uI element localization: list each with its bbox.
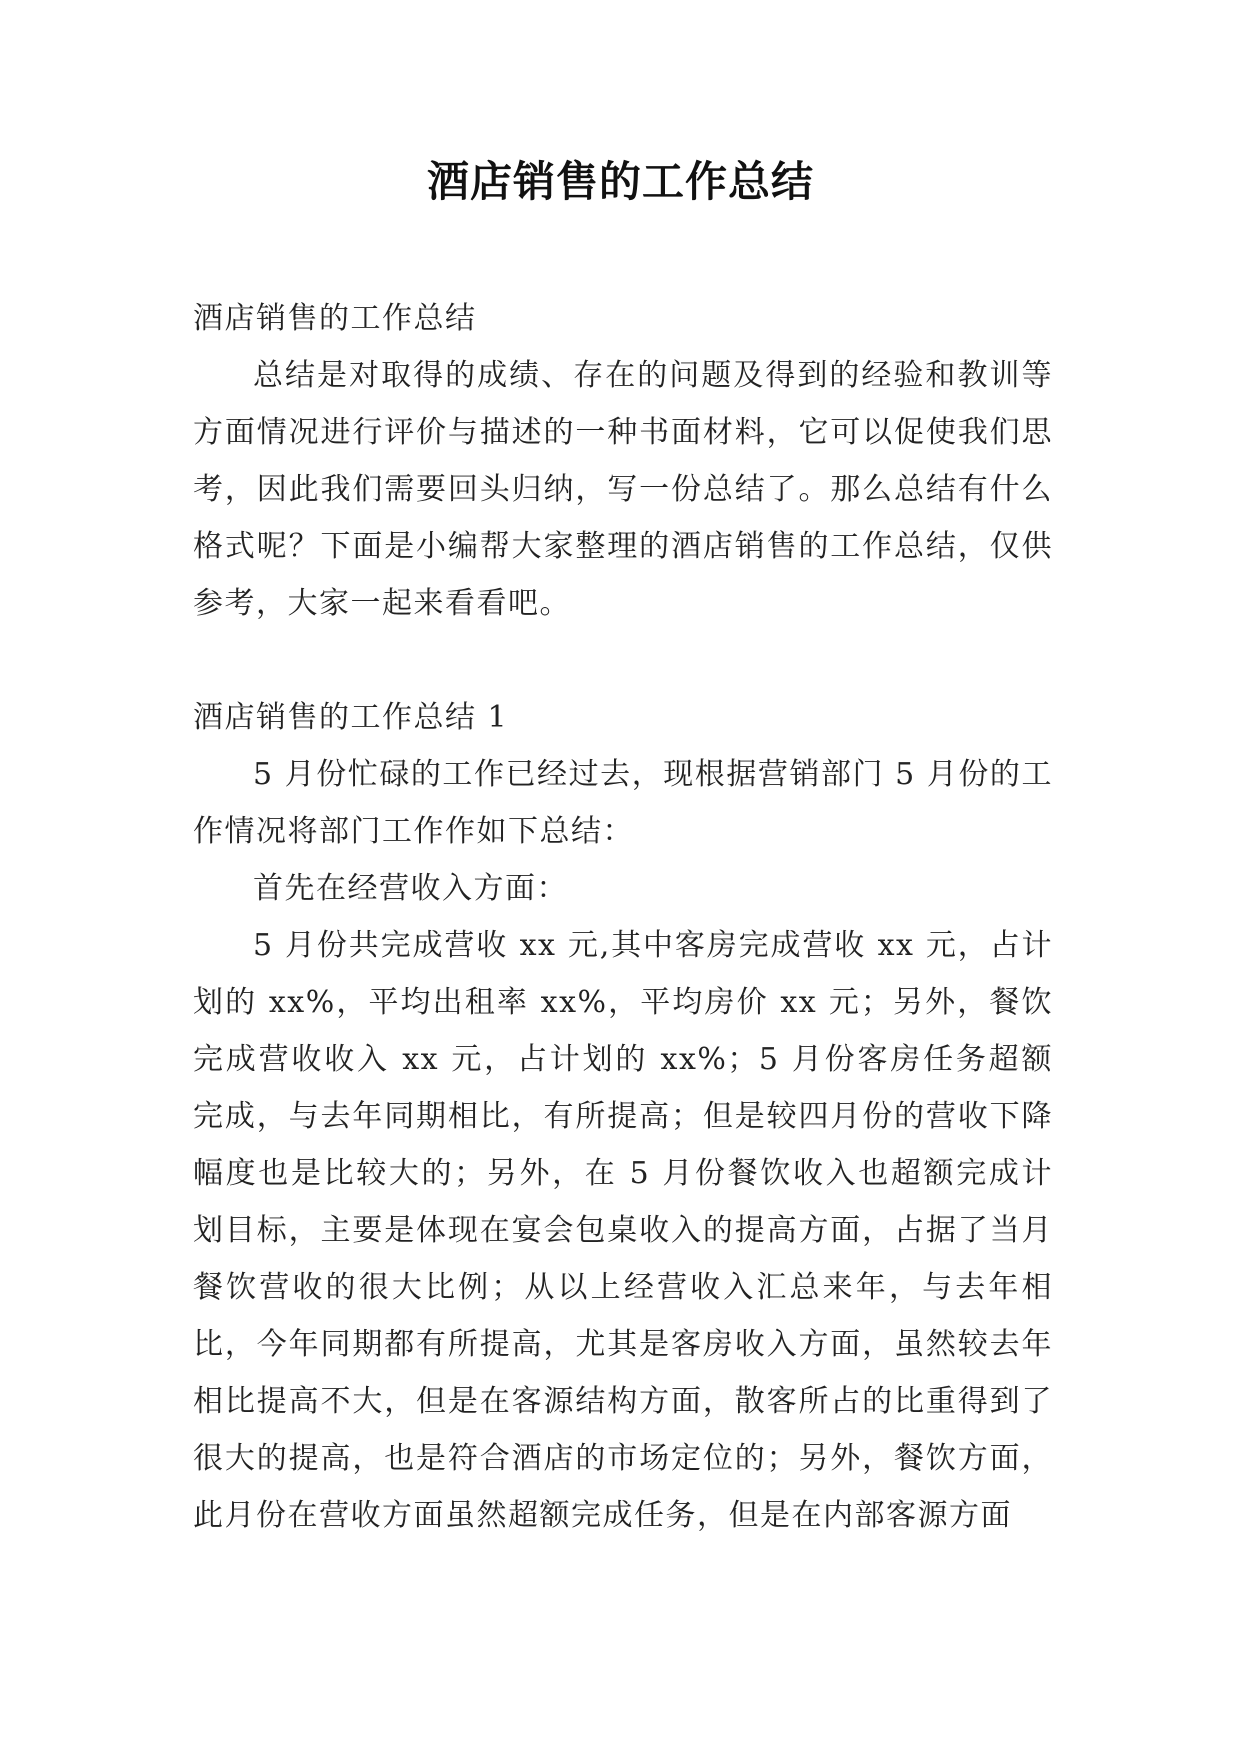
document-title: 酒店销售的工作总结 bbox=[426, 157, 814, 206]
body-paragraph: 首先在经营收入方面： bbox=[253, 871, 568, 906]
section-heading: 酒店销售的工作总结 1 bbox=[193, 700, 509, 735]
section-spacer bbox=[193, 632, 1053, 689]
body-paragraph: 5 月份忙碌的工作已经过去，现根据营销部门 5 月份的工作情况将部门工作作如下总结： bbox=[193, 757, 1053, 849]
intro-paragraph: 总结是对取得的成绩、存在的问题及得到的经验和教训等方面情况进行评价与描述的一种书面材料，它可以促使我们思考，因此我们需要回头归纳，写一份总结了。那么总结有什么格式呢？下面是小编帮大家整理的酒店销售的工作总结，仅供参考，大家一起来看看吧。 bbox=[193, 358, 1053, 621]
subtitle-line: 酒店销售的工作总结 bbox=[193, 301, 477, 336]
document-body bbox=[193, 290, 1053, 1544]
body-paragraph: 5 月份共完成营收 xx 元,其中客房完成营收 xx 元，占计划的 xx%，平均出租率 xx%，平均房价 xx 元；另外，餐饮完成营收收入 xx 元，占计划的 xx%；5 月份客房任务超额完成，与去年同期相比，有所提高；但是较四月份的营收下降幅度也是比较大的；另外，在 5 月份餐饮收入也超额完成计划目标，主要是体现在宴会包桌收入的提高方面，占据了当月餐饮营收的很大比例；从以上经营收入汇总来年，与去年相比，今年同期都有所提高，尤其是客房收入方面，虽然较去年相比提高不大，但是在客源结构方面，散客所占的比重得到了很大的提高，也是符合酒店的市场定位的；另外，餐饮方面，此月份在营收方面虽然超额完成任务，但是在内部客源方面 bbox=[193, 928, 1053, 1533]
